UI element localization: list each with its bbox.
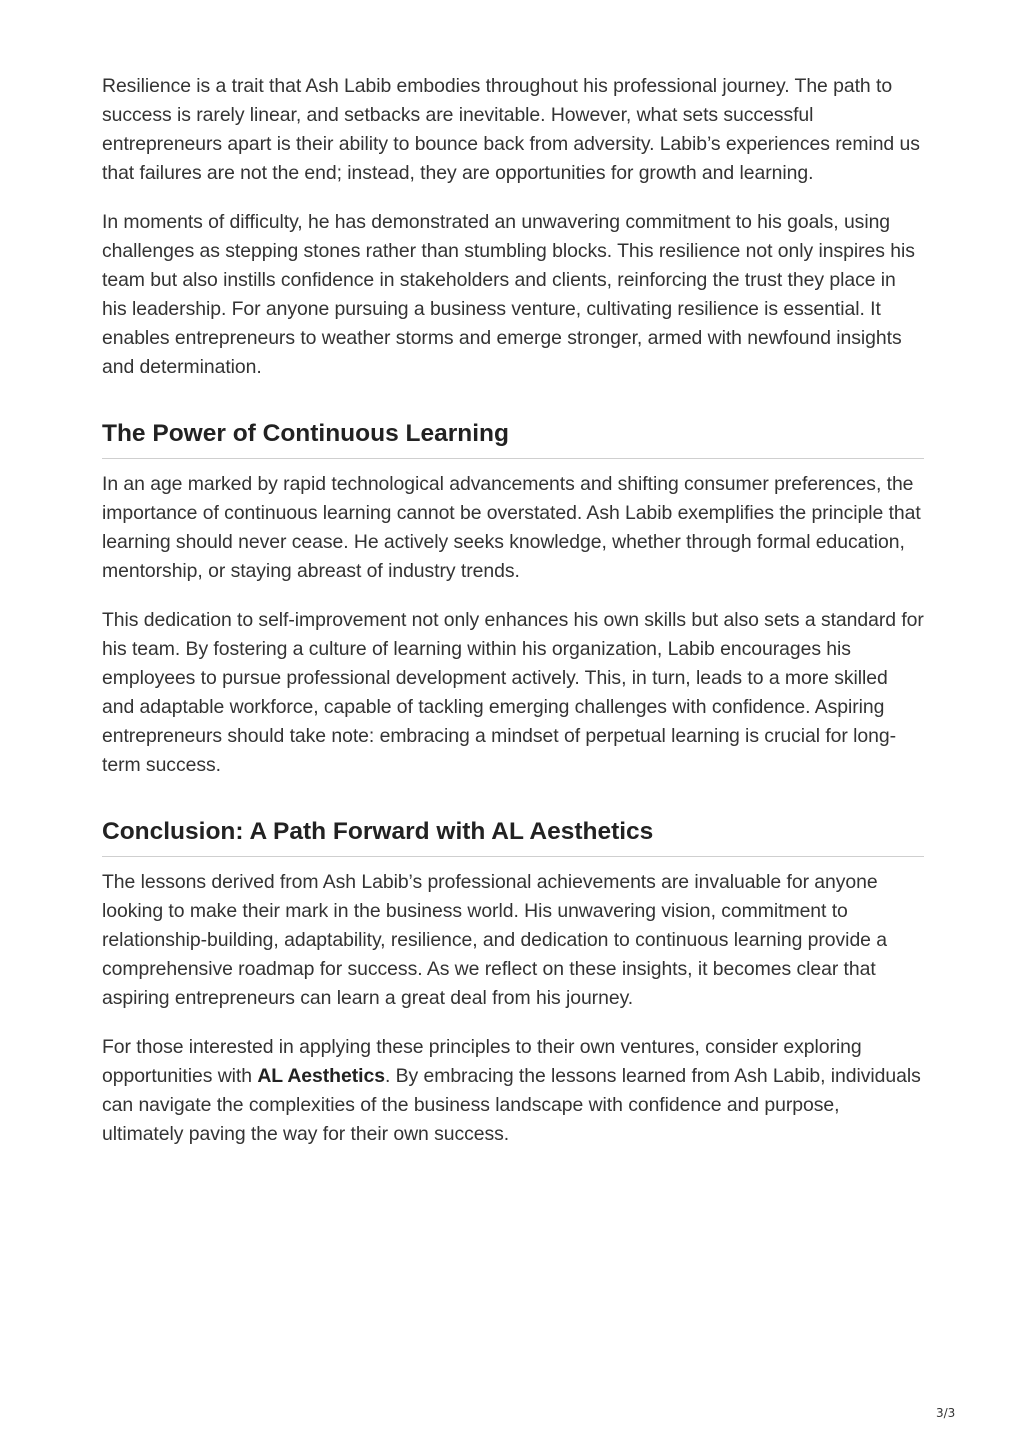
- resilience-section: [102, 72, 924, 382]
- body-paragraph: [102, 1033, 924, 1149]
- continuous-learning-section: [102, 418, 924, 780]
- body-paragraph: The lessons derived from Ash Labib’s professional achievements are invaluable for anyone looking to make their mark in the business world. His unwavering vision, commitment to relationship-building, adaptability, resilience, and dedication to continuous learning provide a comprehensive roadmap for success. As we reflect on these insights, it becomes clear that aspiring entrepreneurs can learn a great deal from his journey.: [102, 871, 887, 1009]
- paragraph-text: For those interested in applying these principles to their own ventures, consider exploring opportunities with: [102, 1036, 862, 1087]
- body-paragraph: In moments of difficulty, he has demonstrated an unwavering commitment to his goals, using challenges as stepping stones rather than stumbling blocks. This resilience not only inspires his team but also instills confidence in stakeholders and clients, reinforcing the trust they place in his leadership. For anyone pursuing a business venture, cultivating resilience is essential. It enables entrepreneurs to weather storms and emerge stronger, armed with newfound insights and determination.: [102, 211, 915, 378]
- body-paragraph: Resilience is a trait that Ash Labib embodies throughout his professional journey. The path to success is rarely linear, and setbacks are inevitable. However, what sets successful entrepreneurs apart is their ability to bounce back from adversity. Labib’s experiences remind us that failures are not the end; instead, they are opportunities for growth and learning.: [102, 75, 920, 184]
- section-heading: The Power of Continuous Learning: [102, 418, 924, 459]
- page-number: 3/3: [936, 1406, 956, 1420]
- body-paragraph: This dedication to self-improvement not only enhances his own skills but also sets a standard for his team. By fostering a culture of learning within his organization, Labib encourages his employees to pursue professional development actively. This, in turn, leads to a more skilled and adaptable workforce, capable of tackling emerging challenges with confidence. Aspiring entrepreneurs should take note: embracing a mindset of perpetual learning is crucial for long-term success.: [102, 609, 924, 776]
- brand-name-emphasis: AL Aesthetics: [257, 1065, 385, 1087]
- conclusion-section: [102, 816, 924, 1149]
- body-paragraph: In an age marked by rapid technological advancements and shifting consumer preferences, the importance of continuous learning cannot be overstated. Ash Labib exemplifies the principle that learning should never cease. He actively seeks knowledge, whether through formal education, mentorship, or staying abreast of industry trends.: [102, 473, 921, 582]
- article-body: [102, 72, 924, 1169]
- section-heading: Conclusion: A Path Forward with AL Aesthetics: [102, 816, 924, 857]
- paragraph-text: . By embracing the lessons learned from Ash Labib, individuals can navigate the complexities of the business landscape with confidence and purpose, ultimately paving the way for their own success.: [102, 1065, 921, 1145]
